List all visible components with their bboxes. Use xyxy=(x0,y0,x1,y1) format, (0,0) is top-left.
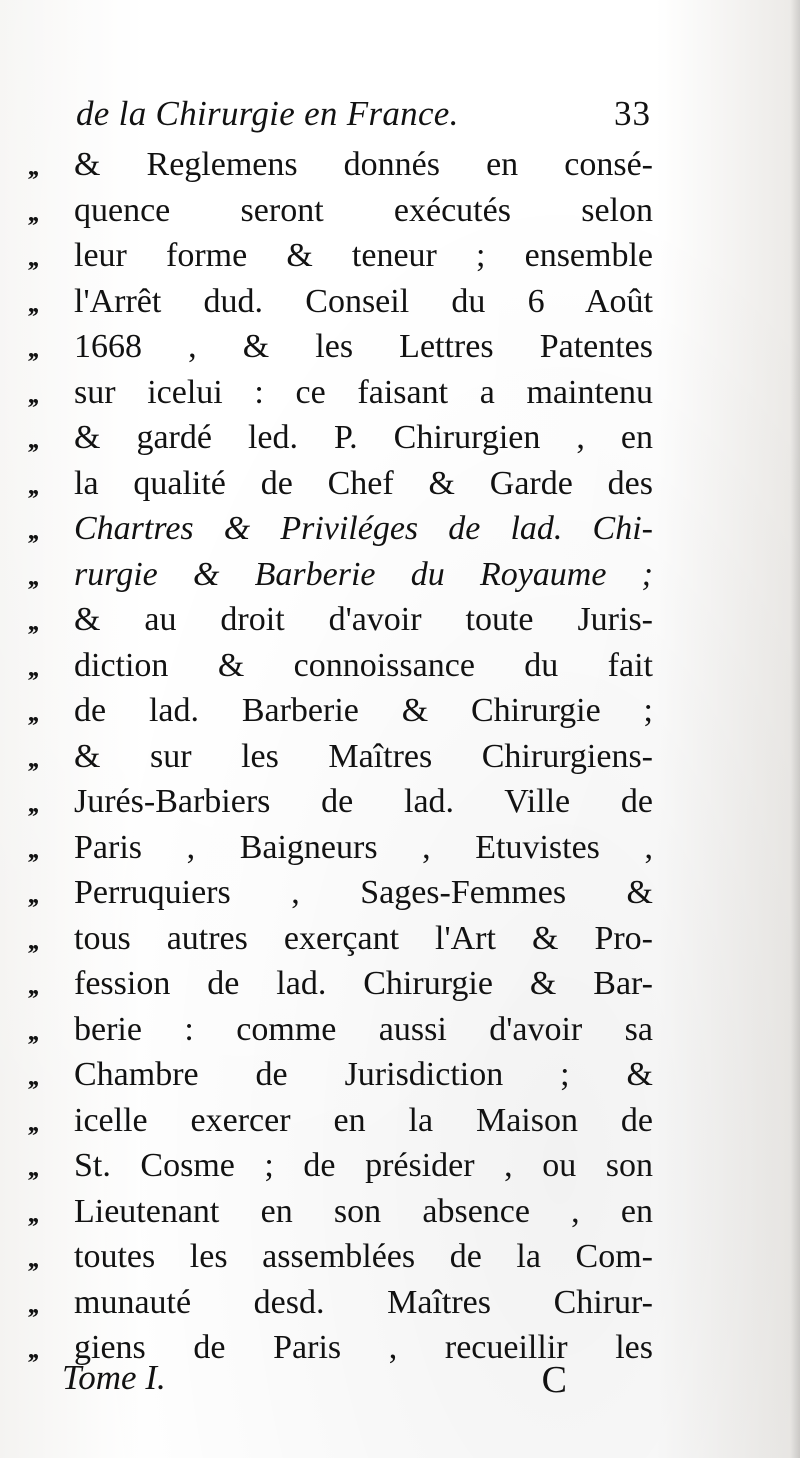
line-text: toutes les assemblées de la Com- xyxy=(74,1238,653,1275)
line-text: munauté desd. Maîtres Chirur- xyxy=(74,1283,653,1321)
line-text: Paris , Baigneurs , Etuvistes , xyxy=(74,828,653,866)
text-line xyxy=(28,1098,653,1144)
text-line xyxy=(28,415,653,461)
line-text: & au droit d'avoir toute Juris- xyxy=(74,601,653,638)
line-text: diction & connoissance du fait xyxy=(74,646,653,684)
text-line xyxy=(28,506,653,552)
text-line xyxy=(28,734,653,780)
quotation-marker: ,, xyxy=(28,880,37,909)
quotation-marker: ,, xyxy=(28,152,37,181)
quotation-marker: ,, xyxy=(28,698,37,727)
quotation-marker: ,, xyxy=(28,379,37,409)
text-line xyxy=(28,688,653,734)
quotation-marker: ,, xyxy=(28,971,37,1000)
quotation-marker: ,, xyxy=(28,561,37,591)
line-text: sur icelui : ce faisant a maintenu xyxy=(74,373,653,411)
quotation-marker: ,, xyxy=(28,1198,37,1228)
text-line xyxy=(28,597,653,643)
text-line xyxy=(28,233,653,279)
text-line xyxy=(28,961,653,1007)
text-line xyxy=(28,142,653,188)
line-text: fession de lad. Chirurgie & Bar- xyxy=(74,965,653,1002)
page-edge-shadow xyxy=(790,0,800,1458)
line-text: & Reglemens donnés en consé- xyxy=(74,146,653,183)
text-line xyxy=(28,461,653,507)
body-text xyxy=(28,142,653,1371)
line-text: St. Cosme ; de présider , ou son xyxy=(74,1147,653,1184)
quotation-marker: ,, xyxy=(28,607,37,636)
text-line xyxy=(28,1052,653,1098)
text-line xyxy=(28,779,653,825)
signature-mark: C xyxy=(541,1359,567,1401)
line-text: & sur les Maîtres Chirurgiens- xyxy=(74,737,653,775)
quotation-marker: ,, xyxy=(28,1153,37,1182)
quotation-marker: ,, xyxy=(28,1244,37,1273)
quotation-marker: ,, xyxy=(28,197,37,227)
running-title: de la Chirurgie en France. xyxy=(76,94,459,133)
quotation-marker: ,, xyxy=(28,1107,37,1137)
line-text: rurgie & Barberie du Royaume ; xyxy=(74,555,653,593)
text-line xyxy=(28,1234,653,1280)
line-text: Chartres & Priviléges de lad. Chi- xyxy=(74,510,653,547)
text-line xyxy=(28,370,653,416)
line-text: Perruquiers , Sages-Femmes & xyxy=(74,874,653,911)
line-text: berie : comme aussi d'avoir sa xyxy=(74,1010,653,1048)
quotation-marker: ,, xyxy=(28,334,37,363)
quotation-marker: ,, xyxy=(28,1016,37,1046)
text-line xyxy=(28,324,653,370)
quotation-marker: ,, xyxy=(28,743,37,773)
text-line xyxy=(28,279,653,325)
quotation-marker: ,, xyxy=(28,425,37,454)
line-text: l'Arrêt dud. Conseil du 6 Août xyxy=(74,282,653,320)
text-line xyxy=(28,1189,653,1235)
quotation-marker: ,, xyxy=(28,1335,37,1364)
line-text: & gardé led. P. Chirurgien , en xyxy=(74,419,653,456)
quotation-marker: ,, xyxy=(28,834,37,864)
line-text: Chambre de Jurisdiction ; & xyxy=(74,1056,653,1093)
quotation-marker: ,, xyxy=(28,1289,37,1319)
quotation-marker: ,, xyxy=(28,652,37,682)
text-line xyxy=(28,1007,653,1053)
line-text: Lieutenant en son absence , en xyxy=(74,1192,653,1230)
quotation-marker: ,, xyxy=(28,288,37,318)
page-footer xyxy=(62,1358,567,1408)
line-text: tous autres exerçant l'Art & Pro- xyxy=(74,919,653,957)
quotation-marker: ,, xyxy=(28,1062,37,1091)
text-line xyxy=(28,552,653,598)
text-line xyxy=(28,916,653,962)
line-text: giens de Paris , recueillir les xyxy=(74,1329,653,1366)
line-text: de lad. Barberie & Chirurgie ; xyxy=(74,692,653,729)
line-text: 1668 , & les Lettres Patentes xyxy=(74,328,653,365)
text-line xyxy=(28,188,653,234)
text-line xyxy=(28,870,653,916)
quotation-marker: ,, xyxy=(28,243,37,272)
volume-label: Tome I. xyxy=(62,1358,166,1397)
text-line xyxy=(28,825,653,871)
line-text: la qualité de Chef & Garde des xyxy=(74,464,653,502)
line-text: icelle exercer en la Maison de xyxy=(74,1101,653,1139)
page-number: 33 xyxy=(614,94,651,133)
quotation-marker: ,, xyxy=(28,516,37,545)
line-text: leur forme & teneur ; ensemble xyxy=(74,237,653,274)
quotation-marker: ,, xyxy=(28,925,37,955)
quotation-marker: ,, xyxy=(28,470,37,500)
quotation-marker: ,, xyxy=(28,789,37,818)
text-line xyxy=(28,1280,653,1326)
line-text: quence seront exécutés selon xyxy=(74,191,653,229)
text-line xyxy=(28,1143,653,1189)
page-header xyxy=(76,94,651,142)
text-line xyxy=(28,643,653,689)
line-text: Jurés-Barbiers de lad. Ville de xyxy=(74,783,653,820)
